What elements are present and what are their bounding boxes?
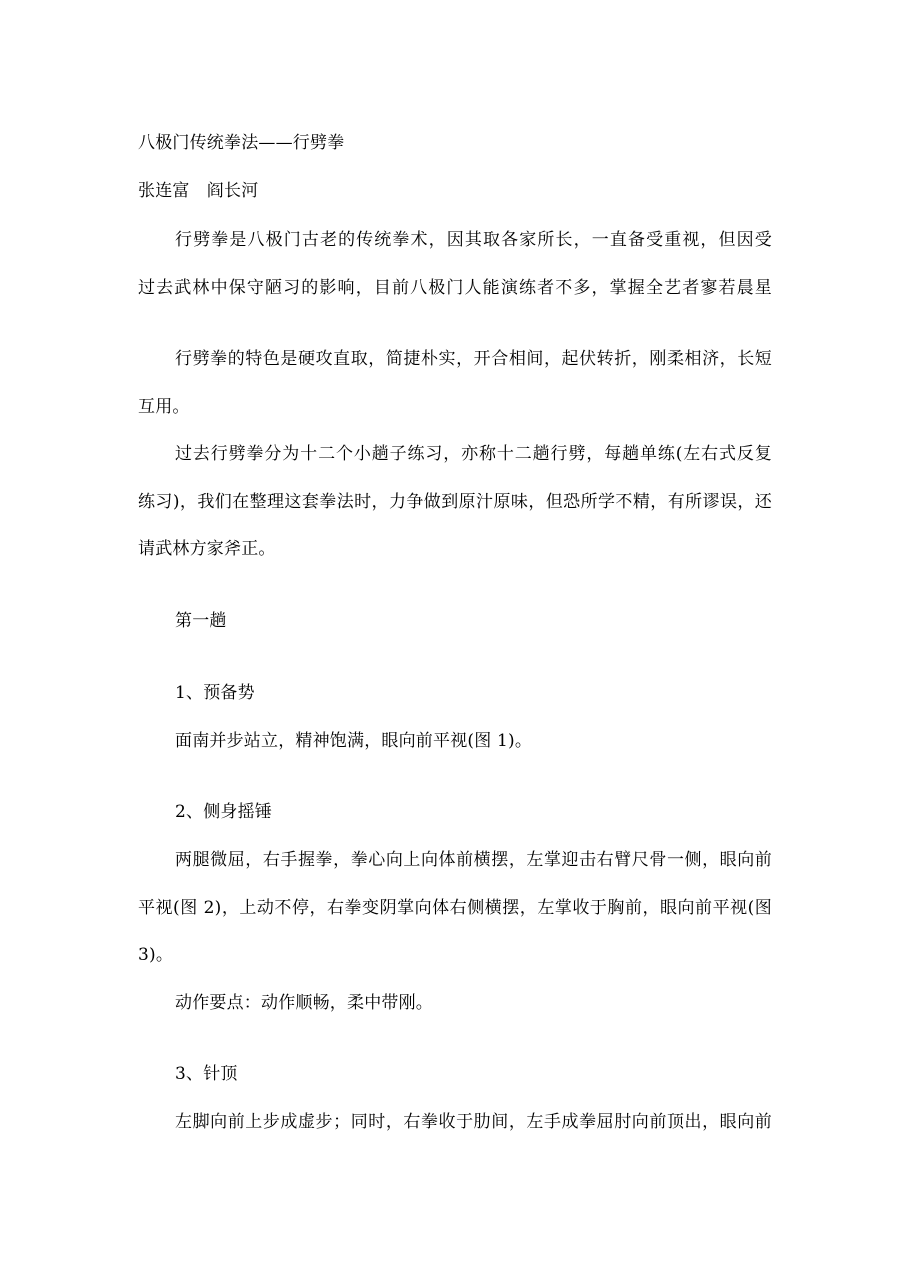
move-1-text: 面南并步站立，精神饱满，眼向前平视(图 1)。	[175, 731, 533, 751]
feature-line-2: 互用。	[138, 397, 190, 417]
intro-line-2: 过去武林中保守陋习的影响，目前八极门人能演练者不多，掌握全艺者寥若晨星	[138, 278, 772, 298]
move-2-line-3: 3)。	[138, 945, 174, 965]
move-2-key-points: 动作要点：动作顺畅，柔中带刚。	[175, 993, 433, 1013]
document-authors: 张连富 阎长河	[138, 181, 259, 201]
section-heading: 第一趟	[175, 611, 227, 631]
move-2-line-1: 两腿微屈，右手握拳，拳心向上向体前横摆，左掌迎击右臂尺骨一侧，眼向前	[175, 850, 772, 870]
move-2-line-2: 平视(图 2)，上动不停，右拳变阴掌向体右侧横摆，左掌收于胸前，眼向前平视(图	[138, 898, 772, 918]
feature-line-1: 行劈拳的特色是硬攻直取，简捷朴实，开合相间，起伏转折，刚柔相济，长短	[175, 349, 772, 369]
move-3-title: 3、针顶	[175, 1064, 238, 1084]
document-title: 八极门传统拳法——行劈拳	[138, 133, 345, 153]
move-1-title: 1、预备势	[175, 683, 255, 703]
move-3-line-1: 左脚向前上步成虚步；同时，右拳收于肋间，左手成拳屈肘向前顶出，眼向前	[175, 1112, 772, 1132]
history-line-2: 练习)，我们在整理这套拳法时，力争做到原汁原味，但恐所学不精，有所谬误，还	[138, 492, 772, 512]
move-2-title: 2、侧身摇锤	[175, 802, 273, 822]
history-line-1: 过去行劈拳分为十二个小趟子练习，亦称十二趟行劈，每趟单练(左右式反复	[175, 444, 772, 464]
history-line-3: 请武林方家斧正。	[138, 539, 276, 559]
intro-line-1: 行劈拳是八极门古老的传统拳术，因其取各家所长，一直备受重视，但因受	[175, 230, 772, 250]
